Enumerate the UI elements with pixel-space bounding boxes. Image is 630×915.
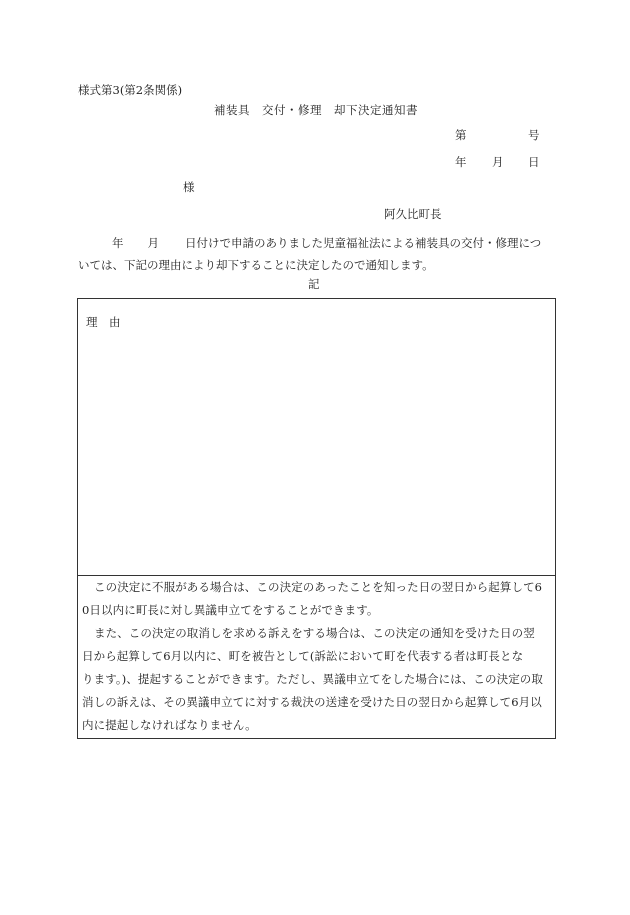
notice-line: この決定に不服がある場合は、この決定のあったことを知った日の翌日から起算して6 — [94, 580, 543, 594]
document-title: 補装具 交付・修理 却下決定通知書 — [214, 103, 418, 117]
issuer-name: 阿久比町長 — [384, 207, 442, 221]
body-paragraph — [78, 232, 556, 276]
document-number-suffix: 号 — [528, 128, 540, 142]
notice-line: 0日以内に町長に対し異議申立てをすることができます。 — [82, 603, 379, 617]
body-month-label: 月 — [147, 236, 159, 250]
notice-line: 内に提起しなければなりません。 — [82, 718, 257, 732]
date-month-label: 月 — [492, 155, 504, 169]
notice-line: また、この決定の取消しを求める訴えをする場合は、この決定の通知を受けた日の翌 — [94, 626, 535, 640]
ki-label: 記 — [308, 277, 320, 291]
document-number-prefix: 第 — [455, 128, 467, 142]
reason-section — [78, 299, 555, 576]
body-line2-text: いては、下記の理由により却下することに決定したので通知します。 — [78, 258, 434, 272]
form-number: 様式第3(第2条関係) — [78, 83, 183, 97]
date-day-label: 日 — [528, 155, 540, 169]
notice-line: 消しの訴えは、その異議申立てに対する裁決の送達を受けた日の翌日から起算して6月以 — [82, 695, 542, 709]
addressee-honorific: 様 — [183, 180, 195, 194]
body-line1-text: 日付けで申請のありました児童福祉法による補装具の交付・修理につ — [185, 236, 542, 250]
appeal-notice — [78, 576, 555, 737]
reason-notice-box — [77, 298, 556, 739]
notice-line: 日から起算して6月以内に、町を被告として(訴訟において町を代表する者は町長とな — [82, 649, 524, 663]
date-year-label: 年 — [455, 155, 467, 169]
reason-label: 理 由 — [86, 315, 121, 329]
body-year-label: 年 — [112, 236, 124, 250]
notice-line: ります。)、提起することができます。ただし、異議申立てをした場合には、この決定の取 — [82, 672, 543, 686]
